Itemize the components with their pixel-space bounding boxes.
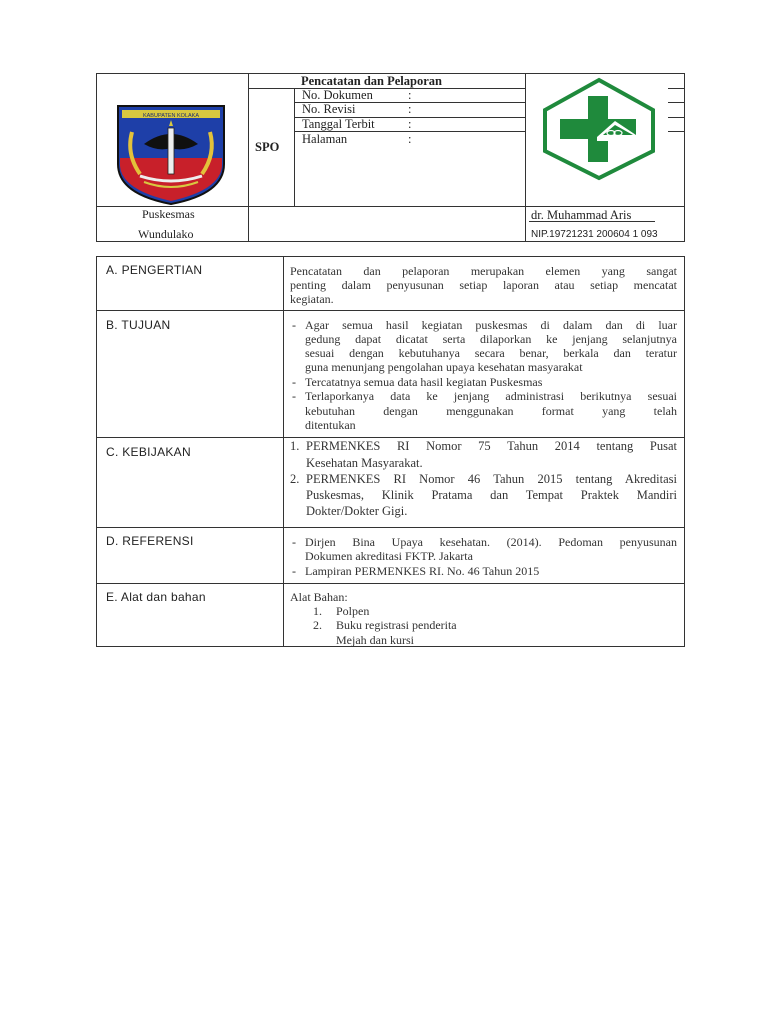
section-b-item-line: kebutuhan dengan menggunakan format yang telah xyxy=(305,404,677,418)
section-b-item-line: ditentukan xyxy=(305,418,356,432)
section-c-label: C. KEBIJAKAN xyxy=(106,445,191,459)
document-title: Pencatatan dan Pelaporan xyxy=(301,74,442,88)
section-c-item-line: Puskesmas, Klinik Pratama dan Tempat Praktek Mandiri xyxy=(306,488,677,502)
bullet-dash: - xyxy=(292,375,296,389)
emblem-banner: KABUPATEN KOLAKA xyxy=(142,113,200,119)
section-a-line: Pencatatan dan pelaporan merupakan elemen yang sangat xyxy=(290,264,677,278)
section-a-label: A. PENGERTIAN xyxy=(106,263,203,277)
field-tanggal-terbit-sep: : xyxy=(408,117,412,131)
section-d-item-line: Dokumen akreditasi FKTP. Jakarta xyxy=(305,549,473,563)
bullet-dash: - xyxy=(292,564,296,578)
section-c-item-number: 2. xyxy=(290,472,300,486)
section-c-item-line: PERMENKES RI Nomor 46 Tahun 2015 tentang Akreditasi xyxy=(306,472,677,486)
field-tanggal-terbit-label: Tanggal Terbit xyxy=(302,117,375,131)
field-no-dokumen-sep: : xyxy=(408,88,412,102)
field-no-dokumen-label: No. Dokumen xyxy=(302,88,373,102)
org-name-line2: Wundulako xyxy=(138,227,194,241)
section-b-item-line: Tercatatnya semua data hasil kegiatan Puskesmas xyxy=(305,375,543,389)
section-a-line: penting dalam penyusunan setiap laporan atau setiap mencatat xyxy=(290,278,677,292)
puskesmas-logo xyxy=(541,77,657,181)
section-a-line: kegiatan. xyxy=(290,292,334,306)
section-b-label: B. TUJUAN xyxy=(106,318,171,332)
bullet-dash: - xyxy=(292,389,296,403)
bullet-dash: - xyxy=(292,318,296,332)
signer-name: dr. Muhammad Aris xyxy=(531,208,632,222)
section-c-item-line: Dokter/Dokter Gigi. xyxy=(306,504,408,518)
section-b-item-line: Agar semua hasil kegiatan puskesmas di dalam dan di luar xyxy=(305,318,677,332)
section-b-item-line: gedung dapat dicatat serta dilaporkan ke jenjang selanjutnya xyxy=(305,332,677,346)
section-e-item-number: 2. xyxy=(313,618,322,632)
section-e-item-number: 1. xyxy=(313,604,322,618)
regency-emblem-logo xyxy=(114,102,228,206)
section-b-item-line: sesuai dengan kebutuhanya secara benar, berkala dan teratur xyxy=(305,346,677,360)
section-d-label: D. REFERENSI xyxy=(106,534,194,548)
field-halaman-sep: : xyxy=(408,132,412,146)
field-no-revisi-label: No. Revisi xyxy=(302,102,356,116)
section-b-item-line: Terlaporkanya data ke jenjang administrasi berikutnya sesuai xyxy=(305,389,677,403)
section-e-item-text: Polpen xyxy=(336,604,370,618)
section-b-item-line: guna menunjang pengolahan upaya kesehatan masyarakat xyxy=(305,360,583,374)
bullet-dash: - xyxy=(292,535,296,549)
section-e-label: E. Alat dan bahan xyxy=(106,590,206,604)
section-d-item-line: Dirjen Bina Upaya kesehatan. (2014). Pedoman penyusunan xyxy=(305,535,677,549)
field-halaman-label: Halaman xyxy=(302,132,348,146)
section-c-item-line: PERMENKES RI Nomor 75 Tahun 2014 tentang Pusat xyxy=(306,439,677,453)
spo-label: SPO xyxy=(255,140,280,154)
field-no-revisi-sep: : xyxy=(408,102,412,116)
section-e-item-text: Buku registrasi penderita xyxy=(336,618,457,632)
section-c-item-number: 1. xyxy=(290,439,300,453)
signer-nip: NIP.19721231 200604 1 093 xyxy=(531,229,658,240)
org-name-line1: Puskesmas xyxy=(142,207,195,221)
section-e-extra: Mejah dan kursi xyxy=(336,633,414,647)
section-e-heading: Alat Bahan: xyxy=(290,590,348,604)
section-c-item-line: Kesehatan Masyarakat. xyxy=(306,456,423,470)
section-d-item-line: Lampiran PERMENKES RI. No. 46 Tahun 2015 xyxy=(305,564,540,578)
